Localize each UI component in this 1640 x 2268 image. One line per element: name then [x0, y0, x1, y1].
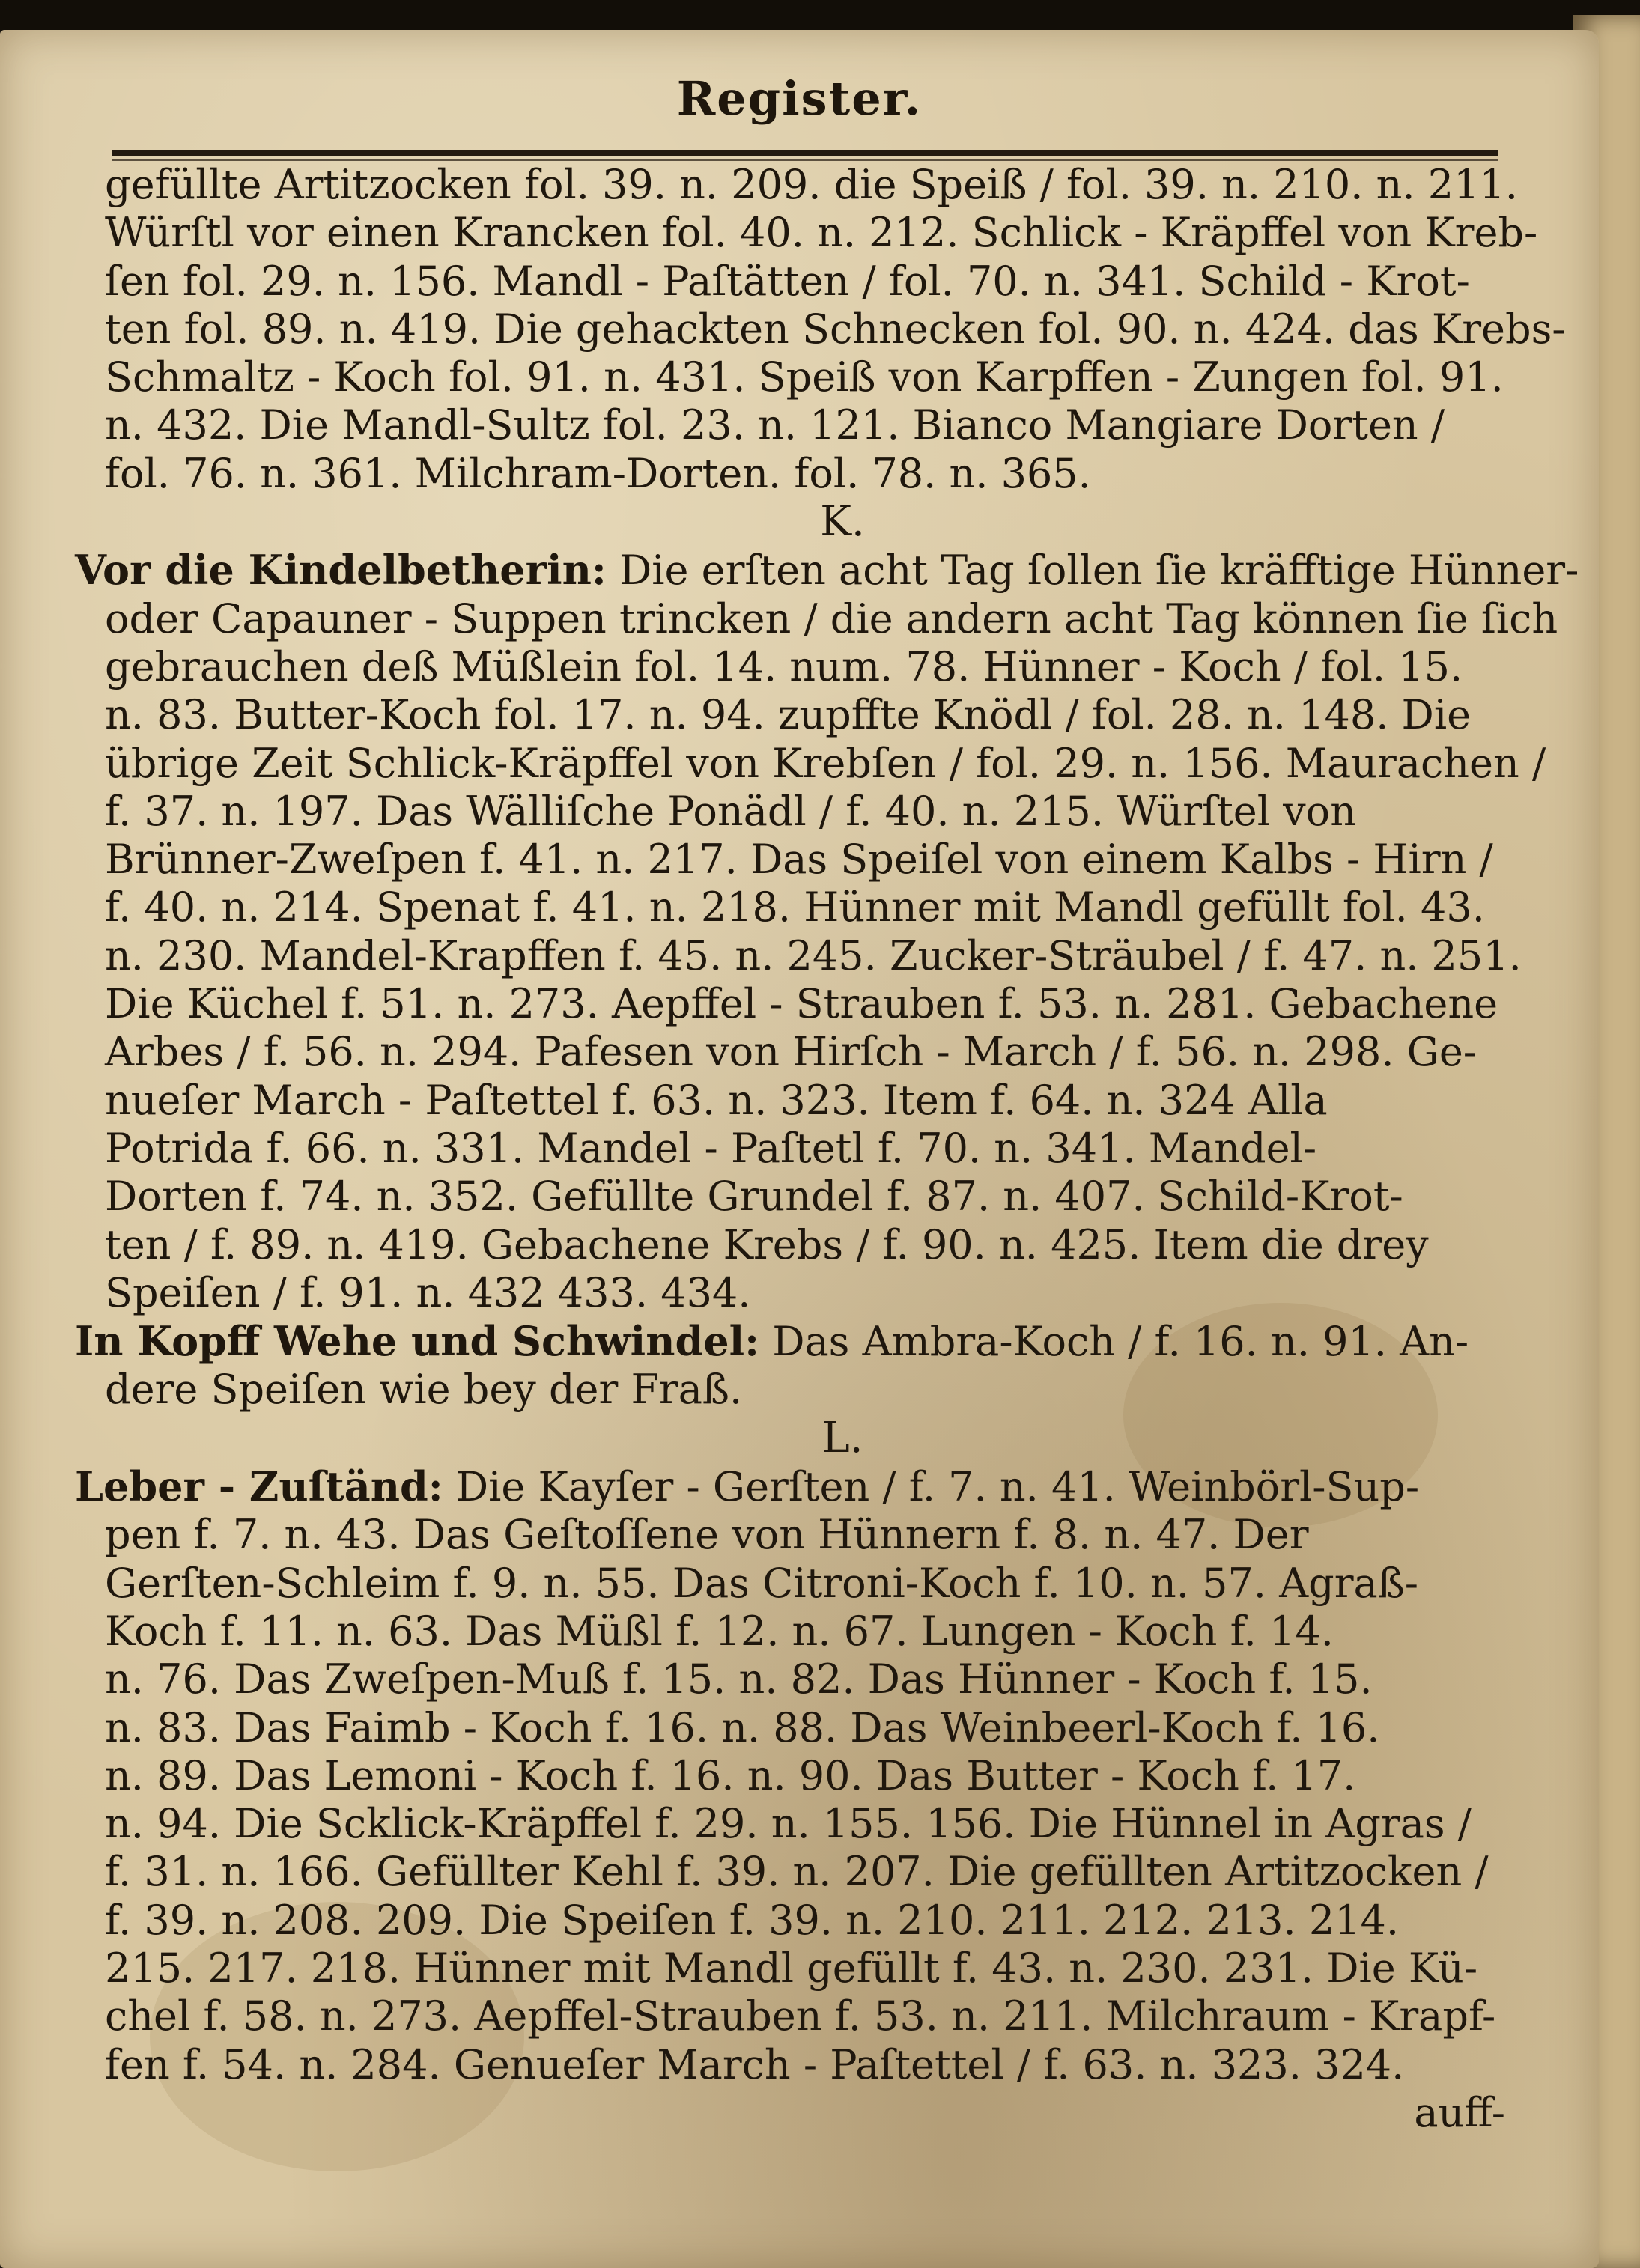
text-line: ſen fol. 29. n. 156. Mandl - Paſtätten / fol. 70. n. 341. Schild - Krot- — [105, 257, 1470, 305]
catchword: auff- — [1414, 2088, 1505, 2136]
text-line: Dorten f. 74. n. 352. Gefüllte Grundel f. 87. n. 407. Schild-Krot- — [105, 1173, 1403, 1220]
text-line: chel f. 58. n. 273. Aepffel-Strauben f. 53. n. 211. Milchraum - Krapf- — [105, 1992, 1496, 2040]
entry-kopff — [75, 1317, 1520, 1366]
entry-text: Die Kayſer - Gerſten / f. 7. n. 41. Weinbörl-Sup- — [443, 1463, 1420, 1511]
section-letter-k: K. — [820, 497, 865, 547]
text-line: fol. 76. n. 361. Milchram-Dorten. fol. 78. n. 365. — [105, 449, 1091, 497]
header-rule — [112, 150, 1498, 156]
page-title: Register. — [676, 71, 923, 126]
text-line: n. 83. Butter-Koch fol. 17. n. 94. zupffte Knödl / fol. 28. n. 148. Die — [105, 691, 1472, 739]
text-line: gefüllte Artitzocken fol. 39. n. 209. die Speiß / fol. 39. n. 210. n. 211. — [105, 161, 1518, 208]
text-line: ten / f. 89. n. 419. Gebachene Krebs / f. 90. n. 425. Item die drey — [105, 1220, 1429, 1268]
text-line: Arbes / f. 56. n. 294. Pafesen von Hirſch - March / f. 56. n. 298. Ge- — [105, 1028, 1477, 1076]
text-line: ten fol. 89. n. 419. Die gehackten Schnecken fol. 90. n. 424. das Krebs- — [105, 305, 1566, 353]
register-text — [75, 161, 1579, 2137]
entry-heading: In Kopff Wehe und Schwindel: — [75, 1317, 760, 1366]
text-line: Brünner-Zweſpen f. 41. n. 217. Das Speiſel von einem Kalbs - Hirn / — [105, 836, 1493, 884]
entry-kindelbetherin — [75, 546, 1579, 595]
entry-leber — [75, 1462, 1520, 1511]
text-line: f. 37. n. 197. Das Wälliſche Ponädl / f. 40. n. 215. Würſtel von — [105, 787, 1356, 835]
entry-text: Das Ambra-Koch / f. 16. n. 91. An- — [759, 1318, 1469, 1366]
text-line: pen f. 7. n. 43. Das Geſtoſſene von Hünnern f. 8. n. 47. Der — [105, 1511, 1309, 1559]
text-line: f. 39. n. 208. 209. Die Speiſen f. 39. n. 210. 211. 212. 213. 214. — [105, 1896, 1400, 1944]
text-line: dere Speiſen wie bey der Fraß. — [105, 1366, 743, 1414]
text-line: Potrida f. 66. n. 331. Mandel - Paſtetl f. 70. n. 341. Mandel- — [105, 1124, 1317, 1172]
text-line: n. 432. Die Mandl-Sultz fol. 23. n. 121. Bianco Mangiare Dorten / — [105, 401, 1445, 449]
text-line: f. 40. n. 214. Spenat f. 41. n. 218. Hünner mit Mandl gefüllt fol. 43. — [105, 884, 1485, 931]
text-line: n. 83. Das Faimb - Koch f. 16. n. 88. Das Weinbeerl-Koch f. 16. — [105, 1703, 1380, 1751]
text-line: Die Küchel f. 51. n. 273. Aepffel - Strauben f. 53. n. 281. Gebachene — [105, 980, 1498, 1028]
text-line: n. 230. Mandel-Krapffen f. 45. n. 245. Zucker-Sträubel / f. 47. n. 251. — [105, 931, 1522, 979]
text-line: oder Capauner - Suppen trincken / die andern acht Tag können ſie ſich — [105, 595, 1558, 642]
text-line: fen f. 54. n. 284. Genueſer March - Paſtettel / f. 63. n. 323. 324. — [105, 2040, 1405, 2088]
text-line: n. 94. Die Scklick-Kräpffel f. 29. n. 155. 156. Die Hünnel in Agras / — [105, 1800, 1472, 1848]
entry-text: Die erſten acht Tag ſollen ſie kräfftige Hünner- — [606, 547, 1579, 595]
text-line: Gerſten-Schleim f. 9. n. 55. Das Citroni-Koch f. 10. n. 57. Agraß- — [105, 1559, 1419, 1607]
text-line: nueſer March - Paſtettel f. 63. n. 323. Item f. 64. n. 324 Alla — [105, 1076, 1328, 1124]
text-line: n. 89. Das Lemoni - Koch f. 16. n. 90. Das Butter - Koch f. 17. — [105, 1751, 1356, 1799]
text-line: Schmaltz - Koch fol. 91. n. 431. Speiß von Karpffen - Zungen fol. 91. — [105, 353, 1504, 401]
section-letter-l: L. — [821, 1413, 863, 1462]
text-line: Koch f. 11. n. 63. Das Müßl f. 12. n. 67. Lungen - Koch f. 14. — [105, 1607, 1334, 1655]
text-line: n. 76. Das Zweſpen-Muß f. 15. n. 82. Das Hünner - Koch f. 15. — [105, 1656, 1373, 1703]
text-line: 215. 217. 218. Hünner mit Mandl gefüllt f. 43. n. 230. 231. Die Kü- — [105, 1944, 1478, 1992]
entry-heading: Leber - Zuſtänd: — [75, 1462, 443, 1511]
text-line: übrige Zeit Schlick-Kräpffel von Krebſen / fol. 29. n. 156. Maurachen / — [105, 739, 1546, 787]
text-line: Würſtl vor einen Krancken fol. 40. n. 212. Schlick - Kräpffel von Kreb- — [105, 209, 1538, 257]
entry-heading: Vor die Kindelbetherin: — [75, 546, 607, 595]
text-line: Speiſen / f. 91. n. 432 433. 434. — [105, 1268, 751, 1316]
text-line: f. 31. n. 166. Gefüllter Kehl f. 39. n. 207. Die gefüllten Artitzocken / — [105, 1848, 1489, 1896]
text-line: gebrauchen deß Müßlein fol. 14. num. 78. Hünner - Koch / fol. 15. — [105, 642, 1463, 690]
